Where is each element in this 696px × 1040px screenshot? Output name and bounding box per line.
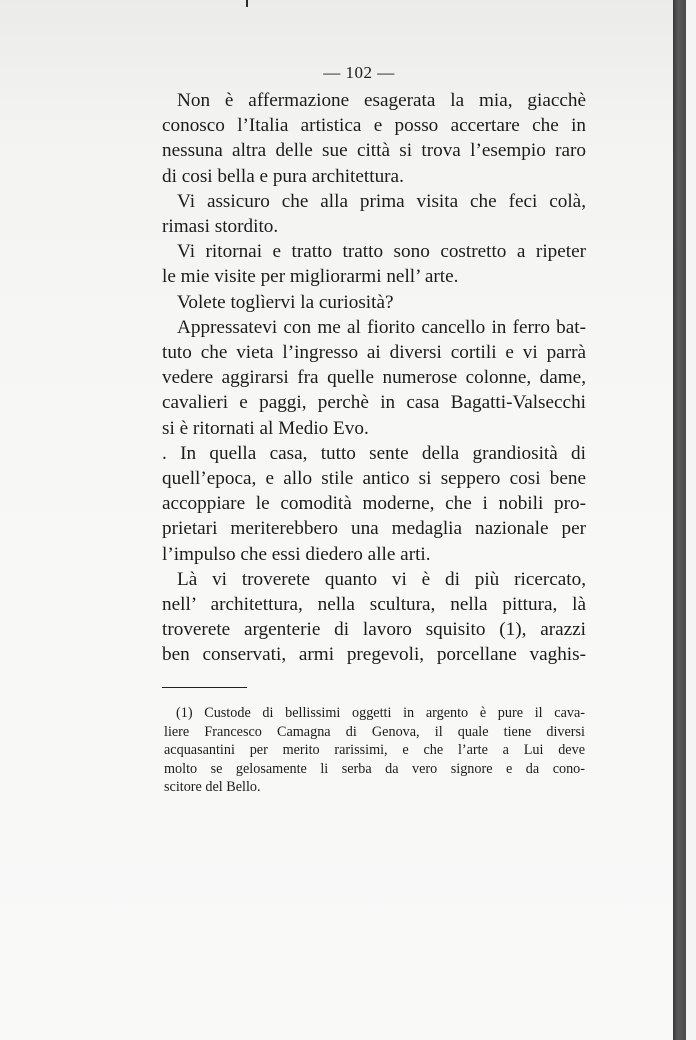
footnote-line: molto se gelosamente li serba da vero signore e da cono- — [164, 760, 585, 777]
page-edge — [686, 0, 696, 1040]
text-line: Volete toglìervi la curiosità? — [177, 291, 394, 313]
text-line: troverete argenterie di lavoro squisito (1), arazzi — [162, 619, 586, 641]
text-line: le mie visite per migliorarmi nell’ arte. — [162, 266, 459, 288]
text-line: si è ritornati al Medio Evo. — [162, 417, 369, 439]
text-line: Non è affermazione esagerata la mia, giacchè — [177, 90, 586, 111]
body-text — [162, 88, 586, 668]
footnote-line: liere Francesco Camagna di Genova, il quale tiene diversi — [164, 723, 585, 740]
footnote-line: (1) Custode di bellissimi oggetti in argento è pure il cava- — [176, 705, 585, 721]
text-line: cavalieri e paggi, perchè in casa Bagatti-Valsecchi — [162, 392, 586, 414]
text-line: l’impulso che essi diedero alle arti. — [162, 543, 431, 565]
page-number: — 102 — — [323, 63, 395, 82]
text-line: prietari meriterebbero una medaglia nazionale per — [162, 518, 586, 540]
footnote-divider — [162, 687, 247, 688]
scan-mark — [246, 0, 248, 7]
text-line: accoppiare le comodità moderne, che i nobili pro- — [162, 493, 586, 515]
binding-shadow — [673, 0, 686, 1040]
text-line: . In quella casa, tutto sente della grandiosità di — [162, 442, 586, 464]
text-line: Vi assicuro che alla prima visita che feci colà, — [177, 190, 586, 212]
footnote-line: acquasantini per merito rarissimi, e che l’arte a Lui deve — [164, 742, 585, 759]
text-line: di cosi bella e pura architettura. — [162, 165, 404, 187]
footnote — [164, 704, 585, 797]
text-line: tuto che vieta l’ingresso ai diversi cortili e vi parrà — [162, 342, 586, 364]
text-line: Là vi troverete quanto vi è di più ricercato, — [177, 568, 586, 590]
text-line: nell’ architettura, nella scultura, nella pittura, là — [162, 594, 586, 616]
text-line: ben conservati, armi pregevoli, porcellane vaghis- — [162, 644, 586, 666]
footnote-line: scitore del Bello. — [164, 779, 261, 796]
text-line: rimasi stordito. — [162, 216, 279, 238]
text-line: vedere aggirarsi fra quelle numerose colonne, dame, — [162, 367, 586, 389]
text-line: quell’epoca, e allo stile antico si seppero cosi bene — [162, 468, 586, 490]
text-line: Appressatevi con me al fiorito cancello in ferro bat- — [177, 316, 586, 338]
text-line: conosco l’Italia artistica e posso accertare che in — [162, 115, 586, 137]
text-line: nessuna altra delle sue città si trova l’esempio raro — [162, 140, 586, 162]
text-line: Vi ritornai e tratto tratto sono costretto a ripeter — [177, 241, 586, 263]
